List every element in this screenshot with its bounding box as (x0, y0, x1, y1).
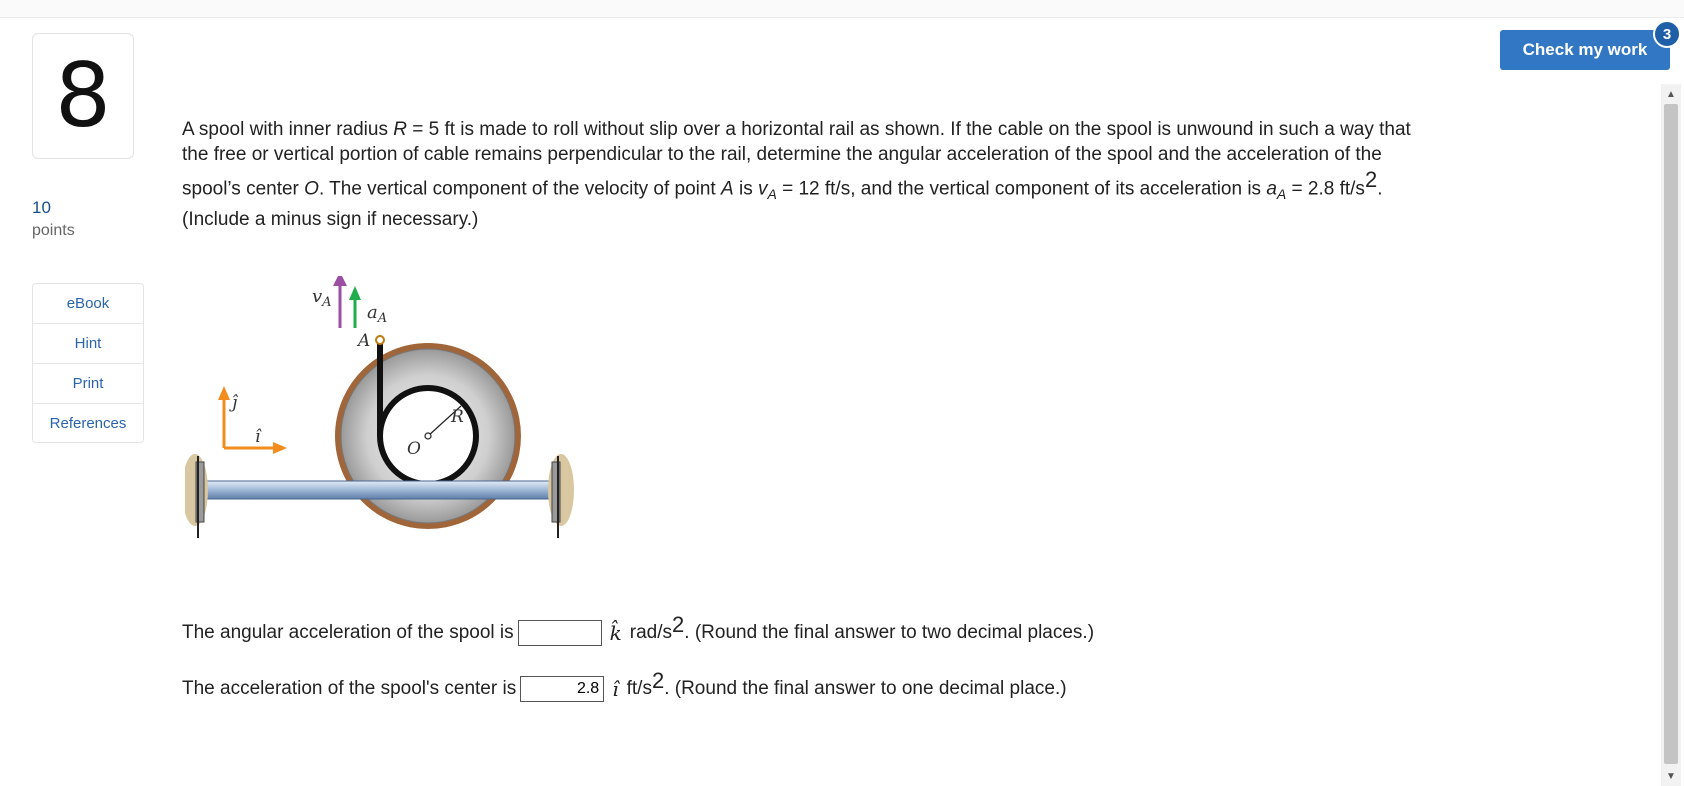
check-my-work-button[interactable]: Check my work (1500, 30, 1670, 70)
angular-acceleration-row: The angular acceleration of the spool is k̂ rad/s $^2$ . (Round the final answer to two decimal places.) (182, 612, 1095, 645)
problem-text-2: = 5 ft is made to roll without slip over a horizontal rail as shown. If the cable on the spool is unwound in such a way that the free or vertical portion of cable remains perpendicular to the rail, determine the angular acceleration of the spool and the acceleration of the spool’s center (182, 119, 1411, 200)
i-hat-unit-vector: î (612, 677, 619, 701)
k-hat-unit-vector: k̂ (609, 621, 622, 645)
symbol-O: O (304, 178, 319, 200)
points-value: 10 (32, 198, 51, 217)
center-O-marker (425, 433, 431, 439)
label-A: A (358, 331, 371, 351)
label-R: R (451, 407, 464, 427)
symbol-R: R (393, 119, 407, 140)
center-rounding-note: . (Round the final answer to one decimal place.) (664, 678, 1067, 699)
center-acceleration-row: The acceleration of the spool's center is 2.8 î ft/s $^2$ . (Round the final answer to one decimal place.) (182, 676, 1067, 702)
references-link[interactable]: References (49, 414, 127, 432)
label-j: ĵ (232, 393, 238, 413)
center-unit: ft/s (626, 678, 652, 699)
check-attempts-badge: 3 (1653, 20, 1681, 48)
label-O: O (407, 439, 421, 459)
angular-rounding-note: . (Round the final answer to two decimal places.) (684, 622, 1095, 643)
print-link[interactable]: Print (33, 364, 143, 404)
symbol-a: a (1266, 178, 1277, 200)
squared-superscript: 2 (1364, 167, 1378, 192)
center-acceleration-prompt: The acceleration of the spool's center is (182, 678, 517, 699)
question-number-box (32, 33, 134, 159)
point-A-marker (376, 336, 384, 344)
angular-unit: rad/s (629, 622, 673, 643)
question-number: 8 (55, 44, 111, 147)
rail (203, 481, 553, 499)
spool-figure (185, 276, 625, 586)
problem-text-1: A spool with inner radius (182, 119, 394, 140)
center-acceleration-input[interactable] (520, 676, 604, 702)
symbol-v-sub: A (767, 186, 777, 203)
scrollbar-thumb[interactable] (1664, 104, 1678, 764)
label-i: î (255, 427, 261, 447)
label-aA: $a_A$ (367, 302, 388, 326)
velocity-arrow-head (333, 276, 347, 286)
side-menu (32, 283, 144, 443)
scroll-up-arrow-icon[interactable]: ▲ (1666, 88, 1676, 100)
problem-text-6: = 2.8 ft/s (1286, 178, 1365, 200)
acceleration-arrow-head (349, 286, 361, 300)
symbol-a-sub: A (1276, 186, 1287, 203)
top-bar (0, 0, 1684, 18)
label-vA: $v_A$ (312, 286, 332, 310)
problem-statement (182, 117, 1442, 232)
problem-text-5: = 12 ft/s, and the vertical component of its acceleration is (776, 178, 1267, 200)
points-label: points (32, 222, 75, 239)
symbol-A: A (721, 178, 734, 200)
problem-text-7: . (Include a minus sign if necessary.) (182, 178, 1383, 231)
i-axis-arrow-head (273, 442, 287, 454)
symbol-v: v (757, 178, 768, 200)
angular-acceleration-input[interactable] (518, 620, 602, 646)
j-axis-arrow-head (218, 386, 230, 400)
ebook-link[interactable]: eBook (33, 284, 143, 324)
scroll-down-arrow-icon[interactable]: ▼ (1666, 770, 1676, 782)
hint-link[interactable]: Hint (33, 324, 143, 364)
problem-text-4: is (733, 178, 758, 200)
angular-acceleration-prompt: The angular acceleration of the spool is (182, 622, 514, 643)
problem-text-3: . The vertical component of the velocity of point (318, 178, 721, 200)
